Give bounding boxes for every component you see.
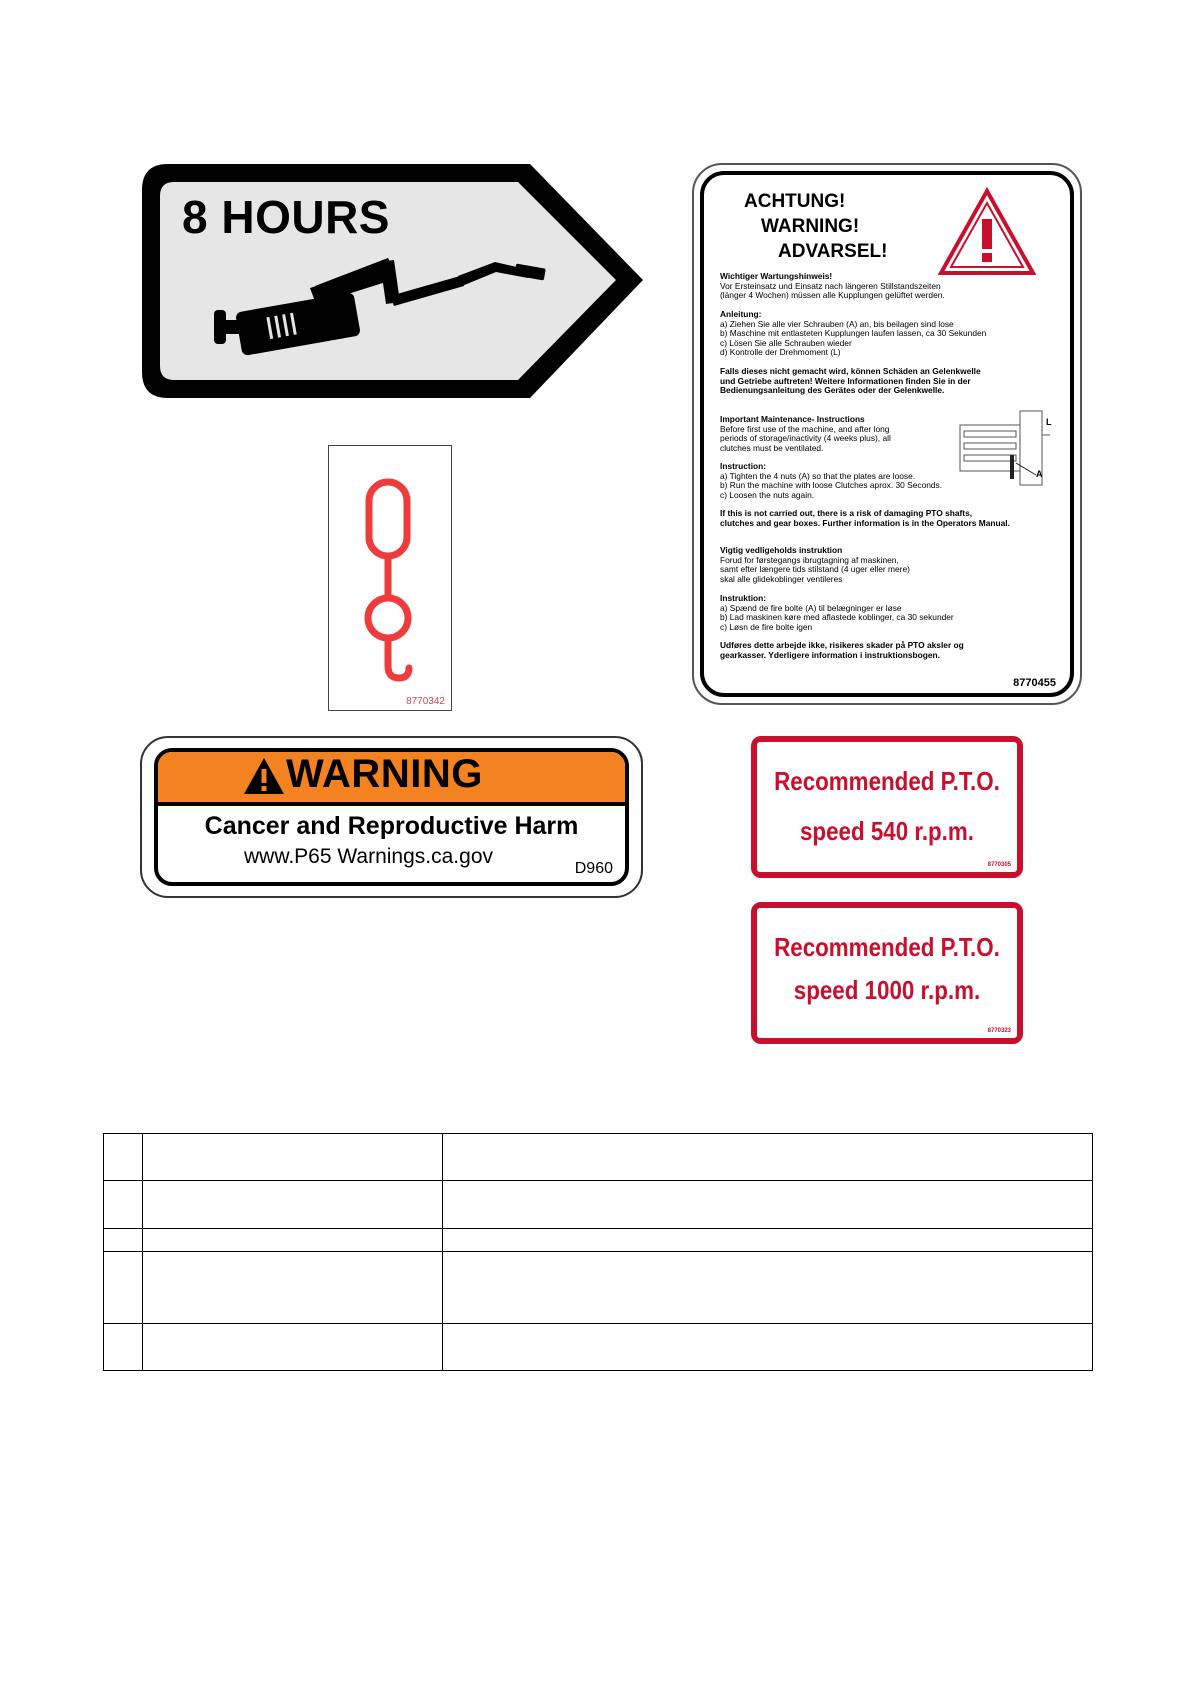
table-cell bbox=[143, 1229, 443, 1252]
table-cell bbox=[443, 1134, 1093, 1181]
pto-line-1: Recommended P.T.O. bbox=[774, 932, 1000, 962]
chain-label-code: 8770342 bbox=[406, 696, 445, 707]
table-cell bbox=[443, 1181, 1093, 1229]
label-inner-border bbox=[756, 907, 1018, 1039]
hours-label bbox=[140, 162, 645, 402]
block-de-3: Falls dieses nicht gemacht wird, können Schäden an Gelenkwelle und Getriebe auftreten! Weitere Informationen finden Sie in der Bedienungsanleitung des Gerätes oder der Gelenkwelle. bbox=[720, 366, 981, 396]
block-en-3: If this is not carried out, there is a risk of damaging PTO shafts, clutches and gear boxes. Further information is in the Operators Manual. bbox=[720, 508, 1010, 528]
decal-table bbox=[103, 1133, 1093, 1371]
chain-hook-icon bbox=[329, 446, 451, 710]
diagram-label-l: L bbox=[1046, 417, 1052, 427]
block-da-1: Vigtig vedligeholds instruktion Forud for førstegangs ibrugtagning af maskinen, samt efter længere tids stilstand (4 uger eller mere) skal alle glidekoblinger ventileres bbox=[720, 545, 910, 584]
pto-code: 8770305 bbox=[987, 862, 1011, 868]
table-cell bbox=[143, 1181, 443, 1229]
pto-line-2: speed 540 r.p.m. bbox=[799, 816, 974, 846]
table-cell bbox=[443, 1229, 1093, 1252]
diagram-label-a: A bbox=[1036, 469, 1043, 479]
heading-en: WARNING! bbox=[761, 216, 860, 237]
table-cell bbox=[143, 1134, 443, 1181]
warning-code: D960 bbox=[574, 860, 613, 877]
table-cell bbox=[443, 1252, 1093, 1323]
pto-label-540 bbox=[751, 736, 1023, 878]
pto-label-1000 bbox=[751, 902, 1023, 1044]
table-cell bbox=[104, 1134, 143, 1181]
block-da-3: Udføres dette arbejde ikke, risikeres skader på PTO aksler og gearkasser. Yderligere information i instruktionsbogen. bbox=[720, 640, 964, 660]
p65-warning-label bbox=[140, 736, 643, 898]
grease-gun-icon bbox=[210, 252, 550, 362]
table-row bbox=[104, 1134, 1093, 1181]
block-en-2: Instruction: a) Tighten the 4 nuts (A) so that the plates are loose. b) Run the machine with loose Clutches aprox. 30 Seconds. c) Loosen the nuts again. bbox=[720, 461, 943, 500]
block-de-2: Anleitung: a) Ziehen Sie alle vier Schrauben (A) an, bis beilagen sind lose b) Maschine mit entlasteten Kupplungen laufen lassen, ca 30 Sekunden c) Lösen Sie alle Schrauben wieder d) Kontrolle der Drehmoment (L) bbox=[720, 309, 987, 358]
table-row bbox=[104, 1229, 1093, 1252]
pto-line-2: speed 1000 r.p.m. bbox=[793, 975, 981, 1005]
warning-line-2: www.P65 Warnings.ca.gov bbox=[244, 845, 493, 868]
table-cell bbox=[143, 1323, 443, 1370]
achtung-label-code: 8770455 bbox=[1013, 677, 1056, 689]
heading-da: ADVARSEL! bbox=[778, 241, 888, 262]
table-cell bbox=[104, 1252, 143, 1323]
warning-triangle-icon bbox=[242, 756, 286, 796]
block-da-2: Instruktion: a) Spænd de fire bolte (A) til belægninger er løse b) Lad maskinen køre med aflastede koblinger, ca 30 sekunder c) Løsn de fire bolte igen bbox=[720, 593, 954, 632]
decal-table-grid bbox=[103, 1133, 1093, 1371]
warning-title: WARNING bbox=[286, 752, 483, 796]
hours-title: 8 HOURS bbox=[182, 191, 390, 243]
table-cell bbox=[104, 1181, 143, 1229]
block-de-1: Wichtiger Wartungshinweis! Vor Ersteinsatz und Einsatz nach längeren Stillstandszeiten (länger 4 Wochen) müssen alle Kupplungen gelüftet werden. bbox=[720, 271, 945, 301]
table-row bbox=[104, 1181, 1093, 1229]
maintenance-warning-label bbox=[692, 163, 1082, 705]
warning-line-1: Cancer and Reproductive Harm bbox=[204, 812, 579, 840]
block-en-1: Important Maintenance- Instructions Before first use of the machine, and after long periods of storage/inactivity (4 weeks plus), all clutches must be ventilated. bbox=[720, 414, 891, 453]
label-inner-border bbox=[756, 741, 1018, 873]
heading-de: ACHTUNG! bbox=[744, 191, 846, 212]
pto-line-1: Recommended P.T.O. bbox=[774, 766, 1000, 796]
pto-code: 8770323 bbox=[987, 1028, 1011, 1034]
table-cell bbox=[104, 1323, 143, 1370]
warning-triangle-icon bbox=[937, 187, 1037, 277]
table-row bbox=[104, 1252, 1093, 1323]
table-cell bbox=[104, 1229, 143, 1252]
table-row bbox=[104, 1323, 1093, 1370]
chain-sling-label bbox=[328, 445, 452, 711]
table-cell bbox=[143, 1252, 443, 1323]
table-cell bbox=[443, 1323, 1093, 1370]
